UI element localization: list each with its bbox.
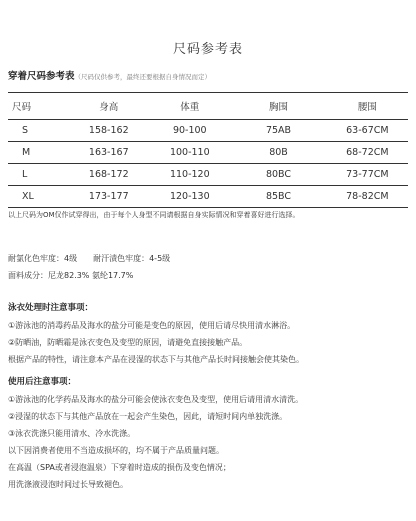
- cell-size: XL: [22, 191, 34, 202]
- cell-size: L: [22, 169, 28, 180]
- cell-height: 163-167: [88, 147, 129, 158]
- table-header-row: [8, 93, 408, 120]
- during-use-title: 泳衣处理时注意事项：: [8, 303, 94, 313]
- after-use-line: ③泳衣洗涤只能用清水、冷水洗涤。: [8, 429, 136, 438]
- header-chest: 胸围: [269, 102, 289, 113]
- after-use-line: ②浸湿的状态下与其他产品放在一起会产生染色，因此，请短时间内单独洗涤。: [8, 412, 288, 421]
- cell-waist: 78-82CM: [346, 191, 389, 202]
- cell-chest: 75AB: [265, 125, 292, 136]
- cell-chest: 80BC: [265, 169, 292, 180]
- colorfastness-line: [8, 250, 408, 267]
- cell-weight: 90-100: [172, 125, 207, 136]
- sweat-fastness: 耐汗渍色牢度：4-5级: [93, 254, 171, 263]
- fabric-info: [8, 250, 408, 284]
- after-use-title: 使用后注意事项：: [8, 377, 77, 387]
- fabric-composition: 面料成分：尼龙82.3% 氨纶17.7%: [8, 271, 134, 280]
- after-use-line: 用洗涤液浸泡时间过长导致褪色。: [8, 480, 128, 489]
- cell-size: S: [22, 125, 29, 136]
- during-use-line: ②防晒油，防晒霜是泳衣变色及变型的原因，请避免直接接触产品。: [8, 338, 248, 347]
- after-use-line: 在高温（SPA或者浸泡温泉）下穿着时造成的损伤及变色情况；: [8, 463, 231, 472]
- cell-waist: 73-77CM: [346, 169, 389, 180]
- cell-height: 158-162: [88, 125, 129, 136]
- table-row: [8, 142, 408, 164]
- cell-size: M: [22, 147, 31, 158]
- during-use-section: [8, 300, 412, 368]
- header-weight: 体重: [180, 102, 200, 113]
- size-table: [8, 92, 408, 208]
- table-row: [8, 164, 408, 186]
- cell-height: 168-172: [88, 169, 129, 180]
- table-row: [8, 120, 408, 142]
- table-row: [8, 186, 408, 208]
- size-chart-subheading: [8, 68, 408, 82]
- during-use-line: 根据产品的特性，请注意本产品在浸湿的状态下与其他产品长时间接触会使其染色。: [8, 355, 304, 364]
- chlorine-fastness: 耐氯化色牢度：4级: [8, 254, 78, 263]
- during-use-line: ①游泳池的消毒药品及海水的盐分可能是变色的原因，使用后请尽快用清水淋浴。: [8, 321, 296, 330]
- after-use-line: ①游泳池的化学药品及海水的盐分可能会使泳衣变色及变型，使用后请用清水清洗。: [8, 395, 304, 404]
- cell-chest: 80B: [269, 147, 288, 158]
- cell-weight: 100-110: [169, 147, 210, 158]
- cell-weight: 110-120: [169, 169, 210, 180]
- size-chart-heading: 穿着尺码参考表: [8, 71, 75, 82]
- page-title: 尺码参考表: [172, 42, 243, 57]
- size-disclaimer: 以上尺码为OM仅作试穿得出，由于每个人身型不同请根据自身实际情况和穿着喜好进行选择。: [8, 211, 300, 219]
- cell-weight: 120-130: [169, 191, 210, 202]
- cell-height: 173-177: [88, 191, 129, 202]
- after-use-section: [8, 374, 412, 493]
- header-waist: 腰围: [357, 102, 377, 113]
- header-size: 尺码: [12, 102, 32, 113]
- size-chart-note: （尺码仅供参考，最终还要根据自身情况而定）: [74, 73, 212, 81]
- cell-waist: 63-67CM: [346, 125, 389, 136]
- cell-waist: 68-72CM: [346, 147, 389, 158]
- header-height: 身高: [99, 102, 119, 113]
- cell-chest: 85BC: [265, 191, 292, 202]
- after-use-line: 以下因消费者使用不当造成损坏的，均不属于产品质量问题。: [8, 446, 224, 455]
